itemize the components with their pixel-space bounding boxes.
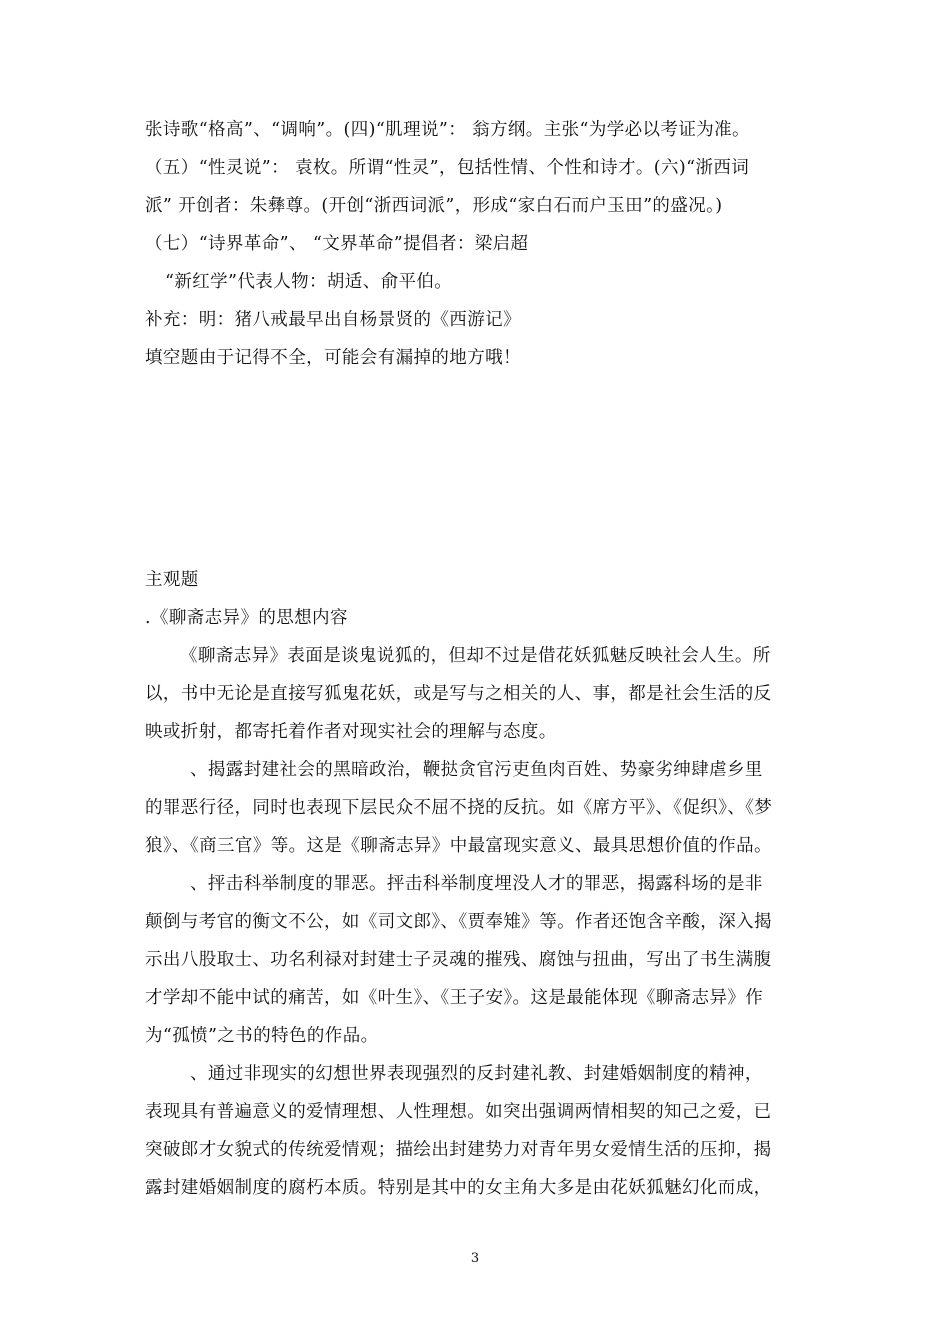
paragraph-line: 为“孤愤”之书的特色的作品。 bbox=[145, 1026, 379, 1046]
section-heading: 主观题 bbox=[145, 570, 199, 590]
paragraph-line: 才学却不能中试的痛苦，如《叶生》、《王子安》。这是最能体现《聊斋志异》作 bbox=[145, 988, 764, 1008]
text-line: （五）“性灵说”： 袁枚。所谓“性灵”，包括性情、个性和诗才。(六)“浙西词 bbox=[145, 158, 750, 178]
paragraph-line: 映或折射，都寄托着作者对现实社会的理解与态度。 bbox=[145, 722, 557, 742]
paragraph-line: 、揭露封建社会的黑暗政治，鞭挞贪官污吏鱼肉百姓、势豪劣绅肆虐乡里 bbox=[190, 760, 763, 780]
paragraph-line: 狼》、《商三官》等。这是《聊斋志异》中最富现实意义、最具思想价值的作品。 bbox=[145, 836, 772, 856]
paragraph-line: 突破郎才女貌式的传统爱情观；描绘出封建势力对青年男女爱情生活的压抑，揭 bbox=[145, 1140, 772, 1160]
paragraph-line: 、通过非现实的幻想世界表现强烈的反封建礼教、封建婚姻制度的精神， bbox=[190, 1064, 763, 1084]
paragraph-line: 以，书中无论是直接写狐鬼花妖，或是写与之相关的人、事，都是社会生活的反 bbox=[145, 684, 772, 704]
text-line: （七）“诗界革命”、 “文界革命”提倡者：梁启超 bbox=[145, 234, 529, 254]
text-line: 张诗歌“格高”、“调响”。(四)“肌理说”： 翁方纲。主张“为学必以考证为准。 bbox=[145, 120, 750, 140]
text-line: 填空题由于记得不全，可能会有漏掉的地方哦！ bbox=[145, 348, 521, 368]
paragraph-line: 《聊斋志异》表面是谈鬼说狐的，但却不过是借花妖狐魅反映社会人生。所 bbox=[180, 646, 771, 666]
text-line: “新红学”代表人物：胡适、俞平伯。 bbox=[165, 272, 453, 292]
question-title: .《聊斋志异》的思想内容 bbox=[145, 608, 348, 628]
paragraph-line: 露封建婚姻制度的腐朽本质。特别是其中的女主角大多是由花妖狐魅幻化而成， bbox=[145, 1178, 772, 1198]
paragraph-line: 、抨击科举制度的罪恶。抨击科举制度埋没人才的罪恶，揭露科场的是非 bbox=[190, 874, 763, 894]
page-number: 3 bbox=[470, 1251, 480, 1266]
text-line: 派” 开创者：朱彝尊。(开创“浙西词派”，形成“家白石而户玉田”的盛况。) bbox=[145, 196, 723, 216]
paragraph-line: 示出八股取士、功名利禄对封建士子灵魂的摧残、腐蚀与扭曲，写出了书生满腹 bbox=[145, 950, 772, 970]
paragraph-line: 颠倒与考官的衡文不公，如《司文郎》、《贾奉雉》等。作者还饱含辛酸，深入揭 bbox=[145, 912, 772, 932]
text-line: 补充：明：猪八戒最早出自杨景贤的《西游记》 bbox=[145, 310, 521, 330]
paragraph-line: 表现具有普遍意义的爱情理想、人性理想。如突出强调两情相契的知己之爱，已 bbox=[145, 1102, 772, 1122]
paragraph-line: 的罪恶行径，同时也表现下层民众不屈不挠的反抗。如《席方平》、《促织》、《梦 bbox=[145, 798, 773, 818]
